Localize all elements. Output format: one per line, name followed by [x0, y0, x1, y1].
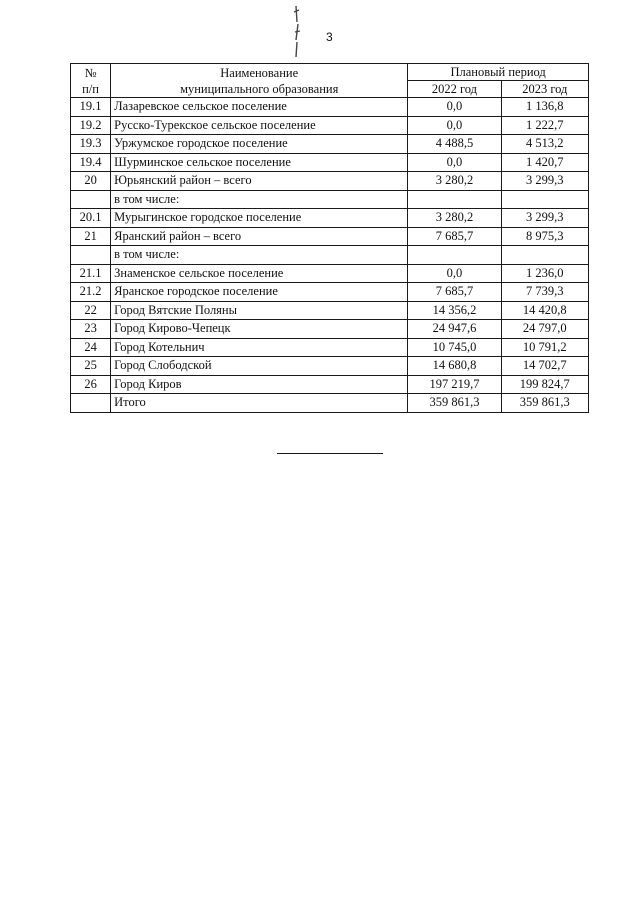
row-number: 21: [71, 227, 111, 246]
table-row: [71, 98, 589, 117]
row-number: 25: [71, 357, 111, 376]
row-value-2023: 199 824,7: [501, 375, 588, 394]
row-number: 23: [71, 320, 111, 339]
table-row: [71, 227, 589, 246]
row-value-2023: 7 739,3: [501, 283, 588, 302]
row-value-2022: 10 745,0: [408, 338, 501, 357]
row-name: в том числе:: [111, 246, 408, 265]
row-value-2023: 1 136,8: [501, 98, 588, 117]
row-name: Русско-Турекское сельское поселение: [111, 116, 408, 135]
row-number: [71, 246, 111, 265]
row-number: [71, 394, 111, 413]
row-value-2022: 3 280,2: [408, 172, 501, 191]
row-number: 19.1: [71, 98, 111, 117]
row-value-2022: 24 947,6: [408, 320, 501, 339]
header-num: [71, 64, 111, 98]
page-number: 3: [326, 30, 333, 44]
header-num-line1: №: [84, 65, 97, 80]
table-row: [71, 190, 589, 209]
row-number: 21.1: [71, 264, 111, 283]
row-name: Город Кирово-Чепецк: [111, 320, 408, 339]
table-row: [71, 320, 589, 339]
row-value-2023: 1 222,7: [501, 116, 588, 135]
row-number: 20: [71, 172, 111, 191]
row-value-2022: 7 685,7: [408, 227, 501, 246]
row-number: 19.2: [71, 116, 111, 135]
row-value-2022: 0,0: [408, 116, 501, 135]
row-value-2022: 0,0: [408, 264, 501, 283]
table-body: [71, 98, 589, 413]
row-value-2022: 359 861,3: [408, 394, 501, 413]
row-value-2023: 1 236,0: [501, 264, 588, 283]
row-number: 21.2: [71, 283, 111, 302]
row-value-2023: 10 791,2: [501, 338, 588, 357]
row-number: 20.1: [71, 209, 111, 228]
row-value-2022: [408, 190, 501, 209]
row-number: 19.3: [71, 135, 111, 154]
table-row: [71, 338, 589, 357]
row-name: Яранское городское поселение: [111, 283, 408, 302]
row-name: Шурминское сельское поселение: [111, 153, 408, 172]
row-number: 24: [71, 338, 111, 357]
row-name: Город Слободской: [111, 357, 408, 376]
scan-artifact-mark: [284, 2, 310, 60]
row-value-2023: 3 299,3: [501, 209, 588, 228]
row-value-2022: 0,0: [408, 98, 501, 117]
row-name: Город Котельнич: [111, 338, 408, 357]
row-value-2023: 8 975,3: [501, 227, 588, 246]
header-name-line1: Наименование: [220, 65, 299, 80]
end-rule: [277, 453, 383, 454]
table-row: [71, 246, 589, 265]
row-name: Юрьянский район – всего: [111, 172, 408, 191]
row-value-2022: 197 219,7: [408, 375, 501, 394]
table-row: [71, 153, 589, 172]
header-year-2022: 2022 год: [408, 81, 501, 98]
header-name-line2: муниципального образования: [180, 81, 339, 96]
table-row: [71, 357, 589, 376]
table-row: [71, 135, 589, 154]
row-name: Яранский район – всего: [111, 227, 408, 246]
row-name: Лазаревское сельское поселение: [111, 98, 408, 117]
row-value-2022: 3 280,2: [408, 209, 501, 228]
table-row: [71, 116, 589, 135]
row-value-2022: 7 685,7: [408, 283, 501, 302]
row-value-2022: 14 680,8: [408, 357, 501, 376]
row-number: 19.4: [71, 153, 111, 172]
budget-table: [70, 63, 589, 413]
row-value-2022: 0,0: [408, 153, 501, 172]
row-name: Мурыгинское городское поселение: [111, 209, 408, 228]
row-value-2022: 14 356,2: [408, 301, 501, 320]
row-number: 26: [71, 375, 111, 394]
row-value-2023: 1 420,7: [501, 153, 588, 172]
table-row: [71, 375, 589, 394]
row-value-2023: 24 797,0: [501, 320, 588, 339]
row-value-2023: 3 299,3: [501, 172, 588, 191]
row-name: Город Киров: [111, 375, 408, 394]
row-value-2022: [408, 246, 501, 265]
row-name: Знаменское сельское поселение: [111, 264, 408, 283]
table-row: [71, 209, 589, 228]
row-value-2023: 4 513,2: [501, 135, 588, 154]
row-number: [71, 190, 111, 209]
row-value-2023: 14 420,8: [501, 301, 588, 320]
header-name: [111, 64, 408, 98]
row-value-2023: [501, 190, 588, 209]
table-row: [71, 172, 589, 191]
row-value-2023: 359 861,3: [501, 394, 588, 413]
row-number: 22: [71, 301, 111, 320]
table-header: [71, 64, 589, 98]
header-year-2023: 2023 год: [501, 81, 588, 98]
row-name: Город Вятские Поляны: [111, 301, 408, 320]
table-row: [71, 283, 589, 302]
header-period: Плановый период: [408, 64, 589, 81]
row-value-2023: [501, 246, 588, 265]
row-name: Итого: [111, 394, 408, 413]
row-name: Уржумское городское поселение: [111, 135, 408, 154]
row-name: в том числе:: [111, 190, 408, 209]
table-row: [71, 394, 589, 413]
table-row: [71, 264, 589, 283]
header-num-line2: п/п: [82, 81, 99, 96]
row-value-2023: 14 702,7: [501, 357, 588, 376]
table-row: [71, 301, 589, 320]
row-value-2022: 4 488,5: [408, 135, 501, 154]
